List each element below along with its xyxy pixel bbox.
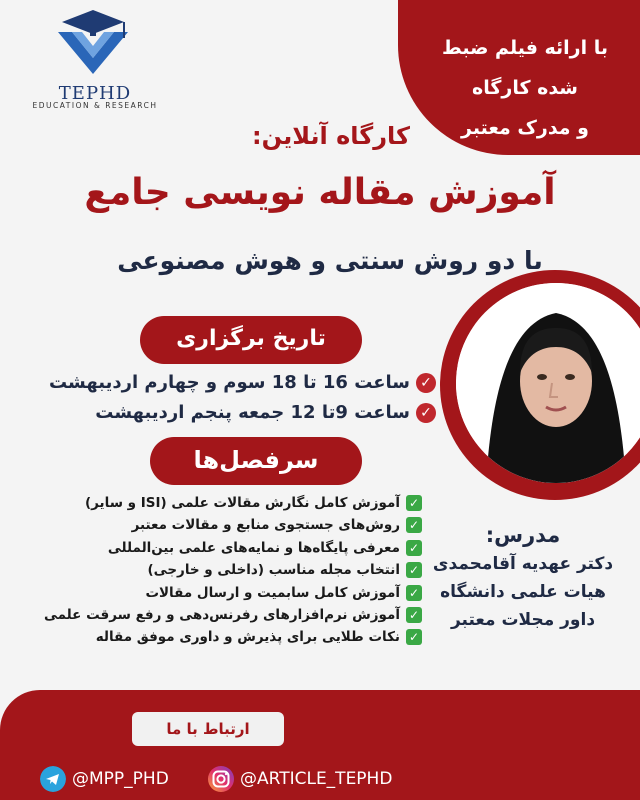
- check-circle-icon: ✓: [416, 403, 436, 423]
- schedule-item-text: ساعت 9تا 12 جمعه پنجم اردیبهشت: [95, 402, 410, 423]
- contact-us-button[interactable]: ارتباط با ما: [132, 712, 284, 746]
- list-item: [20, 492, 422, 514]
- telegram-link[interactable]: [40, 766, 169, 792]
- offer-badge-text: [420, 28, 630, 148]
- workshop-label: کارگاه آنلاین:: [252, 122, 410, 150]
- topic-text: آموزش کامل نگارش مقالات علمی (ISI و سایر): [84, 495, 400, 511]
- list-item: [20, 626, 422, 648]
- check-circle-icon: ✓: [416, 373, 436, 393]
- schedule-item-text: ساعت 16 تا 18 سوم و چهارم اردیبهشت: [49, 372, 410, 393]
- check-box-icon: ✓: [406, 495, 422, 511]
- date-heading: تاریخ برگزاری: [140, 316, 362, 364]
- offer-line-3: و مدرک معتبر: [461, 117, 589, 139]
- instagram-icon: [208, 766, 234, 792]
- topics-list: [20, 492, 422, 649]
- schedule-item: [20, 372, 436, 393]
- teacher-extra: داور مجلات معتبر: [450, 610, 596, 630]
- logo-tagline: EDUCATION & RESEARCH: [32, 101, 158, 110]
- instagram-handle: @ARTICLE_TEPHD: [240, 769, 393, 789]
- sub-title: با دو روش سنتی و هوش مصنوعی: [117, 246, 543, 275]
- check-box-icon: ✓: [406, 629, 422, 645]
- check-box-icon: ✓: [406, 517, 422, 533]
- offer-line-2: شده کارگاه: [471, 77, 578, 99]
- topic-text: آموزش نرم‌افزارهای رفرنس‌دهی و رفع سرقت علمی: [43, 606, 400, 623]
- list-item: [20, 604, 422, 626]
- topic-text: نکات طلایی برای پذیرش و داوری موفق مقاله: [95, 629, 400, 646]
- telegram-handle: @MPP_PHD: [72, 769, 169, 789]
- topics-heading: سرفصل‌ها: [150, 437, 362, 485]
- teacher-role: هیات علمی دانشگاه: [440, 582, 606, 602]
- topic-text: آموزش کامل سابمیت و ارسال مقالات: [145, 584, 400, 601]
- topic-text: انتخاب مجله مناسب (داخلی و خارجی): [147, 562, 400, 579]
- telegram-icon: [40, 766, 66, 792]
- teacher-label: مدرس:: [485, 523, 561, 547]
- teacher-info: [410, 520, 636, 634]
- list-item: [20, 582, 422, 604]
- topic-text: معرفی پایگاه‌ها و نمایه‌های علمی بین‌المللی: [107, 539, 400, 556]
- check-box-icon: ✓: [406, 562, 422, 578]
- check-box-icon: ✓: [406, 540, 422, 556]
- list-item: [20, 559, 422, 581]
- offer-line-1: با ارائه فیلم ضبط: [441, 37, 609, 59]
- person-portrait-icon: [456, 283, 640, 483]
- check-box-icon: ✓: [406, 585, 422, 601]
- schedule-item: [20, 402, 436, 423]
- teacher-name: دکتر عهدیه آقامحمدی: [432, 554, 614, 574]
- topic-text: روش‌های جستجوی منابع و مقالات معتبر: [131, 517, 400, 534]
- list-item: [20, 537, 422, 559]
- main-title: آموزش مقاله نویسی جامع: [84, 172, 556, 213]
- check-box-icon: ✓: [406, 607, 422, 623]
- instagram-link[interactable]: [208, 766, 392, 792]
- logo-name: TEPHD: [58, 83, 132, 104]
- list-item: [20, 514, 422, 536]
- graduation-cap-logo-icon: [52, 8, 134, 80]
- teacher-photo: [456, 283, 640, 483]
